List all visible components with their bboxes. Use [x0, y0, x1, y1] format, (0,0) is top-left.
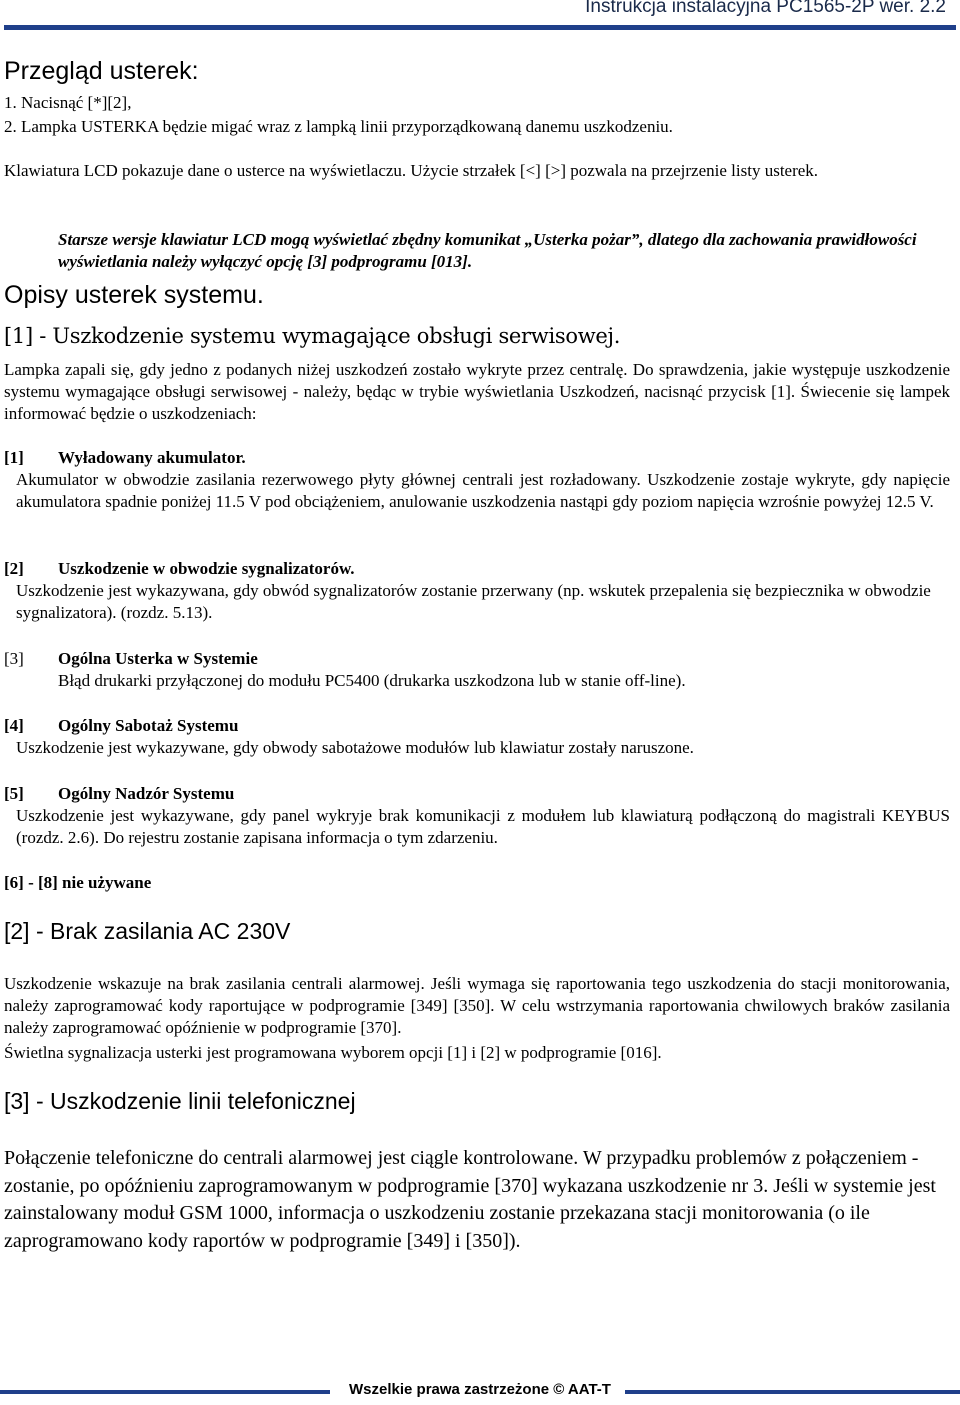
- fault-item-5-heading: [4, 783, 950, 805]
- system-intro: Lampka zapali się, gdy jedno z podanych niżej uszkodzeń zostało wykryte przez centralę. Do sprawdzenia, jakie występuje uszkodzenie systemu wymagające obsługi serwisowej - należy, będąc w trybie wyświetlania Uszkodzeń, nacisnąć przycisk [1]. Świecenie się lampek informować będzie o uszkodzeniach:: [4, 360, 950, 423]
- review-step-1: 1. Nacisnąć [*][2],: [4, 93, 132, 112]
- fault-item-4-body: Uszkodzenie jest wykazywane, gdy obwody sabotażowe modułów lub klawiatur zostały naruszone.: [16, 738, 694, 757]
- system-title: Opisy usterek systemu.: [4, 281, 264, 309]
- fault-item-2-body: Uszkodzenie jest wykazywana, gdy obwód sygnalizatorów zostanie przerwany (np. wskutek przepalenia się bezpiecznika w obwodzie sygnalizatora). (rozdz. 5.13).: [16, 581, 931, 622]
- fault-item-3-number: [3]: [4, 649, 24, 668]
- footer-text: Wszelkie prawa zastrzeżone © AAT-T: [341, 1381, 619, 1398]
- ac-fault-body: Uszkodzenie wskazuje na brak zasilania centrali alarmowej. Jeśli wymaga się raportowania tego uszkodzenia do stacji monitorowania, należy zaprogramować kody raportujące w podprogramie [349] [350]. W celu wstrzymania raportowania chwilowych braków zasilania należy zaprogramować opóźnienie w podprogramie [370].: [4, 974, 950, 1037]
- fault-item-3-heading: [4, 648, 950, 670]
- header-title: Instrukcja instalacyjna PC1565-2P wer. 2.2: [585, 0, 946, 17]
- fault-item-5-body: Uszkodzenie jest wykazywane, gdy panel wykryje brak komunikacji z modułem lub klawiaturą podłączoną do magistrali KEYBUS (rozdz. 2.6). Do rejestru zostanie zapisana informacja o tym zdarzeniu.: [16, 806, 950, 847]
- fault-item-3-body: Błąd drukarki przyłączonej do modułu PC5400 (drukarka uszkodzona lub w stanie off-line).: [58, 671, 686, 690]
- fault-item-5-title: Ogólny Nadzór Systemu: [58, 784, 235, 803]
- phone-fault-title: [3] - Uszkodzenie linii telefonicznej: [4, 1088, 356, 1114]
- header-rule: [4, 25, 956, 30]
- footer: [0, 1381, 960, 1398]
- fault-item-2-number: [2]: [4, 559, 24, 578]
- ac-fault-title: [2] - Brak zasilania AC 230V: [4, 918, 291, 944]
- fault-item-4-title: Ogólny Sabotaż Systemu: [58, 716, 239, 735]
- fault-item-1-title: Wyładowany akumulator.: [58, 448, 246, 467]
- fault-item-1-number: [1]: [4, 448, 24, 467]
- fault-item-1-body: Akumulator w obwodzie zasilania rezerwowego płyty głównej centrali jest rozładowany. Uszkodzenie zostaje wykryte, gdy napięcie akumulatora spadnie poniżej 11.5 V pod obciążeniem, anulowanie uszkodzenia nastąpi gdy poziom napięcia wzrośnie powyżej 12.5 V.: [16, 470, 950, 511]
- fault-item-4-heading: [4, 715, 950, 737]
- phone-fault-body: Połączenie telefoniczne do centrali alarmowej jest ciągle kontrolowane. W przypadku problemów z połączeniem - zostanie, po opóźnieniu zaprogramowanym w podprogramie [370] wykazana uszkodzenie nr 3. Jeśli w systemie jest zainstalowany moduł GSM 1000, informacja o uszkodzeniu zostanie przekazana stacji monitorowania (o ile zaprogramowano kody raportów w podprogramie [349] i [350]).: [4, 1147, 936, 1252]
- fault-item-1-heading: [4, 447, 950, 469]
- system-subtitle: [1] - Uszkodzenie systemu wymagające obsługi serwisowej.: [4, 324, 621, 348]
- unused-items-note: [6] - [8] nie używane: [4, 873, 152, 892]
- fault-item-4-number: [4]: [4, 716, 24, 735]
- fault-item-3-title: Ogólna Usterka w Systemie: [58, 649, 258, 668]
- review-paragraph: Klawiatura LCD pokazuje dane o usterce na wyświetlaczu. Użycie strzałek [<] [>] pozwala na przejrzenie listy usterek.: [4, 161, 819, 180]
- ac-fault-body-2: Świetlna sygnalizacja usterki jest programowana wyborem opcji [1] i [2] w podprogramie [016].: [4, 1043, 662, 1062]
- review-note: Starsze wersje klawiatur LCD mogą wyświetlać zbędny komunikat „Usterka pożar”, dlatego dla zachowania prawidłowości wyświetlania należy wyłączyć opcję [3] podprogramu [013].: [58, 230, 917, 271]
- fault-item-2-heading: [4, 558, 950, 580]
- review-title: Przegląd usterek:: [4, 57, 199, 85]
- fault-item-2-title: Uszkodzenie w obwodzie sygnalizatorów.: [58, 559, 355, 578]
- fault-item-5-number: [5]: [4, 784, 24, 803]
- review-step-2: 2. Lampka USTERKA będzie migać wraz z lampką linii przyporządkowaną danemu uszkodzeniu.: [4, 117, 673, 136]
